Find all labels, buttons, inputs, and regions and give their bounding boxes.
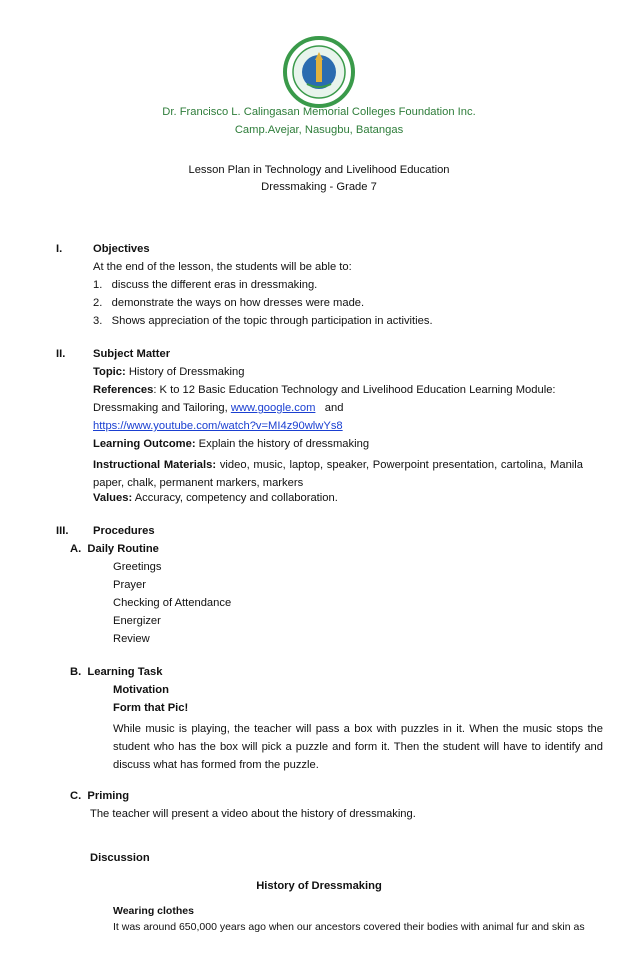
routine-item: Greetings (113, 561, 162, 573)
and-text: and (324, 402, 344, 414)
routine-item: Energizer (113, 615, 161, 627)
references-text: : K to 12 Basic Education Technology and Livelihood Education Learning Module: (153, 384, 556, 396)
discussion-heading: Discussion (90, 852, 150, 864)
school-address: Camp.Avejar, Nasugbu, Batangas (234, 124, 404, 136)
topic-line (93, 366, 244, 378)
plan-title: Lesson Plan in Technology and Livelihood Education (188, 164, 450, 176)
school-name: Dr. Francisco L. Calingasan Memorial Colleges Foundation Inc. (162, 106, 476, 118)
objective-item (93, 279, 317, 291)
routine-item: Checking of Attendance (113, 597, 232, 609)
activity-description: While music is playing, the teacher will pass a box with puzzles in it. When the music stops the student who has the box will pick a puzzle and form it. Then the student will have to identify and discuss what has formed from the puzzle. (113, 723, 603, 771)
values-value: Accuracy, competency and collaboration. (134, 492, 338, 504)
routine-item: Prayer (113, 579, 146, 591)
section-heading-subject-matter: Subject Matter (93, 348, 171, 360)
daily-routine-heading: A. Daily Routine (70, 543, 159, 555)
routine-item: Review (113, 633, 150, 645)
objectives-intro: At the end of the lesson, the students will be able to: (93, 261, 352, 273)
objective-number: 1. (93, 279, 103, 291)
activity-title: Form that Pic! (113, 702, 189, 714)
references-line (93, 384, 556, 396)
section-heading-objectives: Objectives (93, 243, 150, 255)
objective-text: demonstrate the ways on how dresses were made. (111, 297, 365, 309)
outcome-label: Learning Outcome: (93, 438, 196, 450)
references-text-2: Dressmaking and Tailoring, (93, 402, 228, 414)
references-label: References (93, 384, 154, 396)
materials-value: video, music, laptop, speaker, Powerpoint presentation, cartolina, Manila paper, chalk, permanent markers, markers (93, 459, 583, 489)
outcome-line (93, 438, 369, 450)
objective-number: 2. (93, 297, 103, 309)
priming-text: The teacher will present a video about the history of dressmaking. (90, 808, 416, 820)
values-line (93, 492, 338, 504)
google-link[interactable]: www.google.com (230, 402, 316, 414)
references-line-2 (93, 402, 343, 414)
plan-subtitle: Dressmaking - Grade 7 (261, 181, 377, 193)
priming-heading: C. Priming (70, 790, 130, 802)
materials-paragraph (93, 456, 583, 492)
section-numeral: III. (56, 525, 69, 537)
learning-task-heading: B. Learning Task (70, 666, 163, 678)
objective-number: 3. (93, 315, 103, 327)
motivation-heading: Motivation (113, 684, 169, 696)
section-numeral: I. (56, 243, 63, 255)
section-heading-procedures: Procedures (93, 525, 155, 537)
youtube-link[interactable]: https://www.youtube.com/watch?v=MI4z90wlwYs8 (93, 420, 343, 432)
discussion-title: History of Dressmaking (256, 880, 382, 892)
topic-value: History of Dressmaking (128, 366, 245, 378)
objective-text: Shows appreciation of the topic through participation in activities. (111, 315, 433, 327)
outcome-value: Explain the history of dressmaking (198, 438, 370, 450)
objective-item (93, 315, 433, 327)
materials-label: Instructional Materials: (93, 459, 217, 471)
discussion-text: It was around 650,000 years ago when our ancestors covered their bodies with animal fur and skin as (113, 921, 585, 933)
section-numeral: II. (56, 348, 66, 360)
objective-text: discuss the different eras in dressmaking. (111, 279, 318, 291)
values-label: Values: (93, 492, 133, 504)
college-seal-logo (283, 36, 355, 108)
discussion-subhead: Wearing clothes (113, 905, 194, 917)
topic-label: Topic: (93, 366, 126, 378)
objective-item (93, 297, 364, 309)
